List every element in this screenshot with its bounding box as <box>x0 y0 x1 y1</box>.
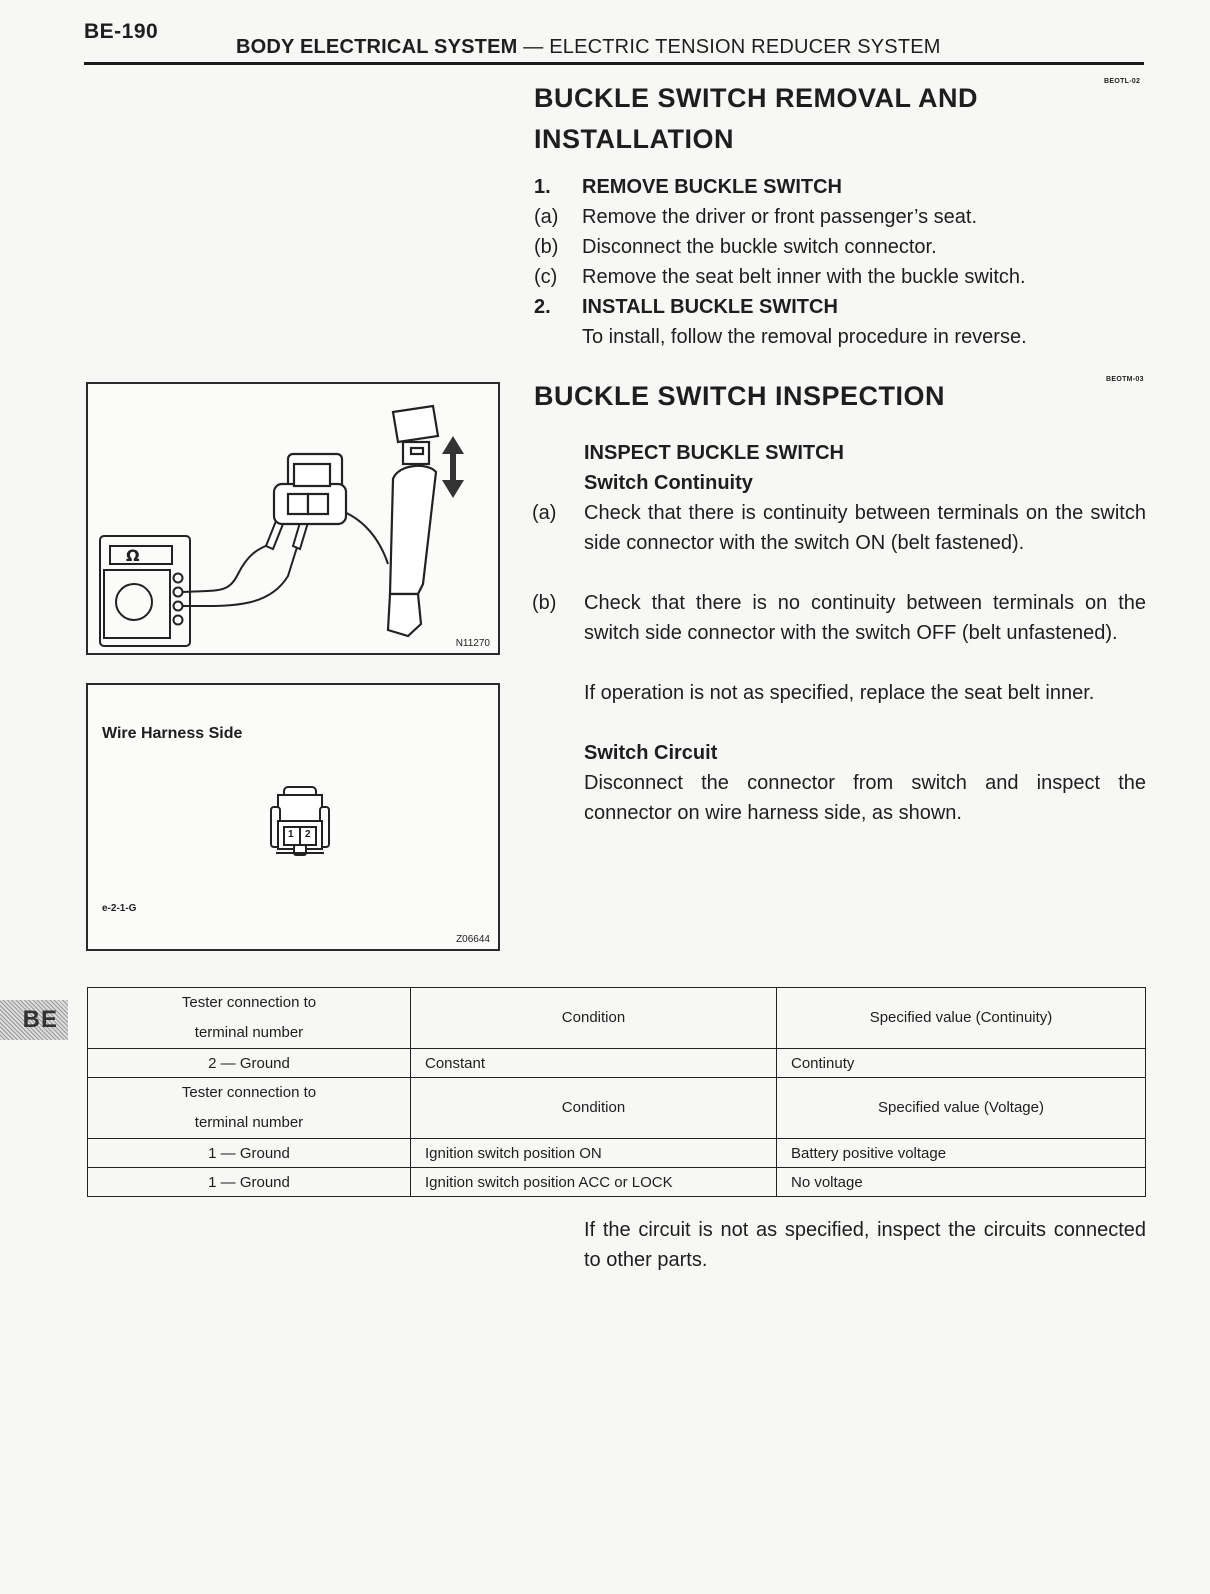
table-row <box>88 1168 1146 1197</box>
harness-figure <box>86 683 500 951</box>
header-line: terminal number <box>194 1114 304 1131</box>
spec-table <box>87 987 1146 1197</box>
step-number: (b) <box>534 236 559 258</box>
col-header-tester: Tester connection to terminal number <box>88 988 411 1049</box>
step-number: (a) <box>534 206 559 228</box>
step-text: Disconnect the buckle switch connector. <box>582 236 937 258</box>
harness-ref: e-2-1-G <box>102 903 137 914</box>
inspection-title: BUCKLE SWITCH INSPECTION <box>534 381 946 411</box>
step-c <box>534 262 1027 292</box>
step-text: To install, follow the removal procedure in reverse. <box>582 326 1027 348</box>
step-text: INSTALL BUCKLE SWITCH <box>582 296 838 318</box>
buckle-icon <box>388 406 438 636</box>
step-number: 1. <box>534 176 551 198</box>
removal-title-line1: BUCKLE SWITCH REMOVAL AND <box>534 83 978 113</box>
header-rule <box>84 62 1144 65</box>
voltage-header-row <box>88 1078 1146 1139</box>
step-text: Remove the seat belt inner with the buckle switch. <box>582 266 1026 288</box>
step-a <box>534 202 1027 232</box>
harness-label: Wire Harness Side <box>102 725 243 742</box>
step-number: 2. <box>534 296 551 318</box>
cell-terminal: 2 — Ground <box>88 1049 411 1078</box>
table-row <box>88 1139 1146 1168</box>
cell-condition: Ignition switch position ACC or LOCK <box>411 1168 777 1197</box>
continuity-header-row <box>88 988 1146 1049</box>
inspect-subtitle: INSPECT BUCKLE SWITCH <box>584 442 844 464</box>
step-text: Remove the driver or front passenger’s seat. <box>582 206 978 228</box>
cell-value: Continuty <box>777 1049 1146 1078</box>
cell-condition: Constant <box>411 1049 777 1078</box>
step-install-note <box>534 322 1027 352</box>
step-remove-buckle-switch <box>534 172 1027 202</box>
inspection-ref-code: BEOTM-03 <box>1106 376 1144 383</box>
section-title: BODY ELECTRICAL SYSTEM <box>236 36 518 58</box>
continuity-heading: Switch Continuity <box>584 472 753 494</box>
removal-title-line2: INSTALLATION <box>534 124 734 154</box>
tester-figure-code: N11270 <box>455 638 490 649</box>
terminal-1-label: 1 <box>288 829 294 840</box>
col-header-condition: Condition <box>411 1078 777 1139</box>
col-header-continuity: Specified value (Continuity) <box>777 988 1146 1049</box>
replace-note: If operation is not as specified, replace the seat belt inner. <box>584 682 1095 704</box>
subsection-title: ELECTRIC TENSION REDUCER SYSTEM <box>549 36 941 58</box>
table-row <box>88 1049 1146 1078</box>
tester-figure <box>86 382 500 655</box>
col-header-tester <box>88 1078 411 1139</box>
section-tab: BE <box>0 1000 68 1040</box>
item-label: (a) <box>532 502 557 524</box>
removal-ref-code: BEOTL-02 <box>1104 78 1141 85</box>
circuit-text: Disconnect the connector from switch and inspect the connector on wire harness side, as shown. <box>584 772 1146 824</box>
item-text: Check that there is no continuity between terminals on the switch side connector with the switch OFF (belt unfastened). <box>584 592 1146 644</box>
item-a <box>532 498 1146 558</box>
col-header-condition: Condition <box>411 988 777 1049</box>
header-separator: — <box>523 36 544 58</box>
cell-value: No voltage <box>777 1168 1146 1197</box>
item-text: Check that there is continuity between terminals on the switch side connector with the switch ON (belt fastened). <box>584 502 1146 554</box>
item-b <box>532 588 1146 648</box>
step-install-buckle-switch <box>534 292 1027 322</box>
harness-connector-icon <box>268 785 332 861</box>
up-down-arrow-icon <box>442 436 464 498</box>
cell-terminal: 1 — Ground <box>88 1168 411 1197</box>
ohm-symbol: Ω <box>126 546 140 565</box>
harness-figure-code: Z06644 <box>456 934 490 945</box>
cell-terminal: 1 — Ground <box>88 1139 411 1168</box>
header-line: Tester connection to <box>181 1084 317 1101</box>
switch-connector-icon <box>274 454 346 524</box>
step-text: REMOVE BUCKLE SWITCH <box>582 176 842 198</box>
footer-note: If the circuit is not as specified, inspect the circuits connected to other parts. <box>584 1219 1146 1271</box>
removal-steps <box>534 172 1027 352</box>
ohmmeter-icon <box>100 536 190 646</box>
cell-value: Battery positive voltage <box>777 1139 1146 1168</box>
item-label: (b) <box>532 592 557 614</box>
cell-condition: Ignition switch position ON <box>411 1139 777 1168</box>
col-header-voltage: Specified value (Voltage) <box>777 1078 1146 1139</box>
step-number: (c) <box>534 266 558 288</box>
circuit-heading: Switch Circuit <box>584 742 718 764</box>
terminal-2-label: 2 <box>305 829 311 840</box>
tester-illustration <box>88 384 498 653</box>
page-header <box>236 36 941 59</box>
page-number: BE-190 <box>84 20 159 43</box>
step-b <box>534 232 1027 262</box>
